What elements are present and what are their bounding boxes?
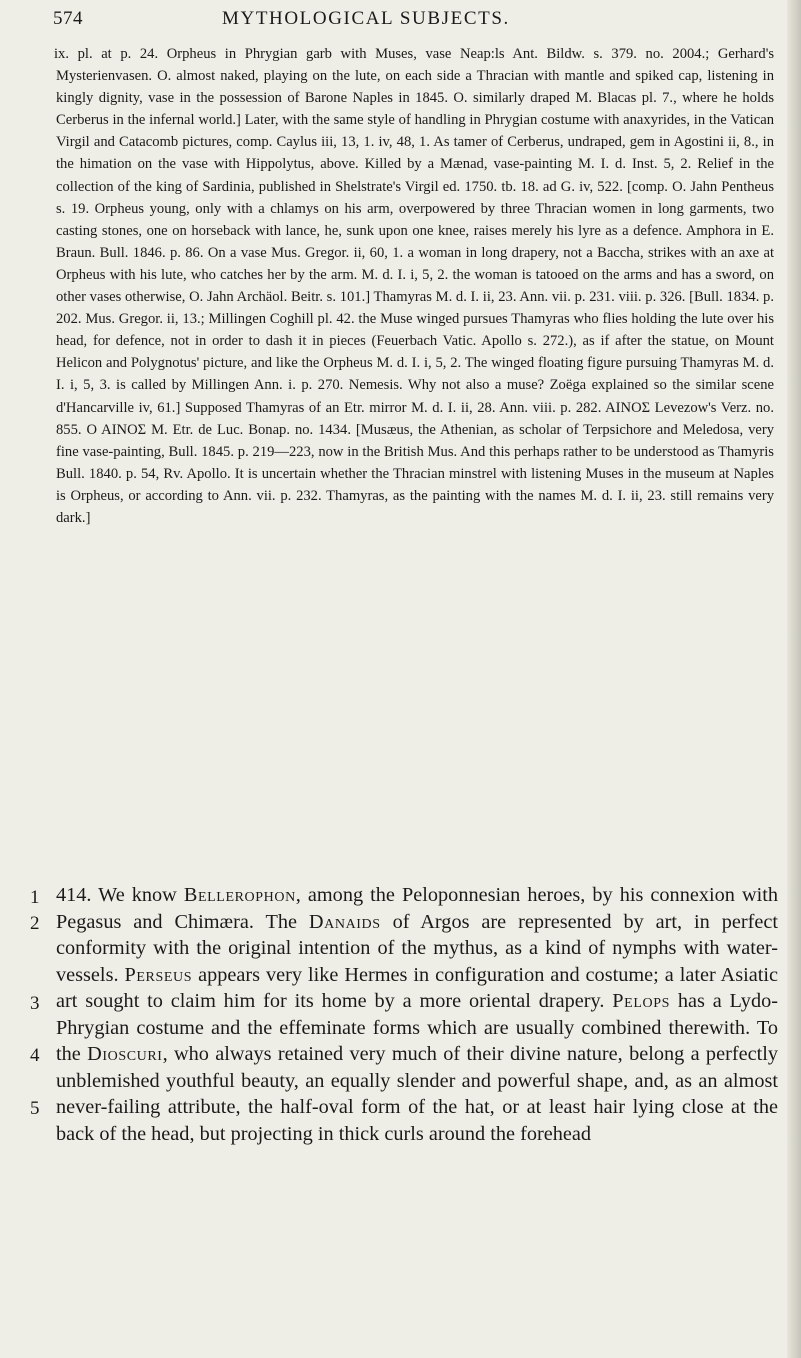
page-number: 574 bbox=[53, 8, 83, 29]
section-414-text: 414. We know Bellerophon, among the Peloponnesian heroes, by his connexion with Pegasus and Chimæra. The Danaids of Argos are represented by art, in perfect conformity with the original intention of the mythus, as a kind of nymphs with water-vessels. Perseus appears very like Hermes in configuration and costume; a later Asiatic art sought to claim him for its home by a more oriental drapery. Pelops has a Lydo-Phrygian costume and the effeminate forms which are usually combined therewith. To the Dioscuri, who always retained very much of their divine nature, belong a perfectly unblemished youthful beauty, an equally slender and powerful shape, and, as an almost never-failing attribute, the half-oval form of the hat, or at least hair lying close at the back of the head, but projecting in thick curls around the forehead bbox=[56, 884, 779, 1145]
running-head: MYTHOLOGICAL SUBJECTS. bbox=[222, 8, 510, 29]
line-number-4: 4 bbox=[30, 1045, 40, 1066]
line-number-1: 1 bbox=[30, 887, 40, 908]
line-number-3: 3 bbox=[30, 993, 40, 1014]
page-edge bbox=[787, 0, 801, 1358]
line-number-2: 2 bbox=[30, 913, 40, 934]
line-number-5: 5 bbox=[30, 1098, 40, 1119]
footnote-text: ix. pl. at p. 24. Orpheus in Phrygian garb with Muses, vase Neap:ls Ant. Bildw. s. 379. no. 2004.; Gerhard's Mysterienvasen. O. almost naked, playing on the lute, on each side a Thracian with mantle and spiked cap, listening in kingly dignity, vase in the possession of Barone Naples in 1845. O. similarly draped M. Blacas pl. 7., where he holds Cerberus in the infernal world.] Later, with the same style of handling in Phrygian costume with anaxyrides, in the Vatican Virgil and Catacomb pictures, comp. Caylus iii, 13, 1. iv, 48, 1. As tamer of Cerberus, undraped, gem in Agostini ii, 8., in the himation on the vase with Hippolytus, above. Killed by a Mænad, vase-painting M. I. d. Inst. 5, 2. Relief in the collection of the king of Sardinia, published in Shelstrate's Virgil ed. 1750. tb. 18. ad G. iv, 522. [comp. O. Jahn Pentheus s. 19. Orpheus young, only with a chlamys on his arm, overpowered by three Thracian women in long garments, two casting stones, one on horseback with lance, he, sunk upon one knee, raises merely his lyre as a defence. Amphora in E. Braun. Bull. 1846. p. 86. On a vase Mus. Gregor. ii, 60, 1. a woman in long drapery, not a Baccha, strikes with an axe at Orpheus with his lute, who catches her by the arm. M. d. I. i, 5, 2. the woman is tatooed on the arms and has a sword, on other vases otherwise, O. Jahn Archäol. Beitr. s. 101.] Thamyras M. d. I. ii, 23. Ann. vii. p. 231. viii. p. 326. [Bull. 1834. p. 202. Mus. Gregor. ii, 13.; Millingen Coghill pl. 42. the Muse winged pursues Thamyras who flies holding the lute over his head, for defence, not in order to dash it in pieces (Feuerbach Vatic. Apollo s. 272.), as if after the statue, on Mount Helicon and Polygnotus' picture, and like the Orpheus M. d. I. i, 5, 2. The winged floating figure pursuing Thamyras M. d. I. i, 5, 3. is called by Millingen Ann. i. p. 270. Nemesis. Why not also a muse? Zoëga explained so the similar scene d'Hancarville iv, 61.] Supposed Thamyras of an Etr. mirror M. d. I. ii, 28. Ann. viii. p. 282. AINOΣ Levezow's Verz. no. 855. O AINOΣ M. Etr. de Luc. Bonap. no. 1434. [Musæus, the Athenian, as scholar of Terpsichore and Meledosa, very fine vase-painting, Bull. 1845. p. 219—223, now in the British Mus. And this perhaps rather to be understood as Thamyris Bull. 1840. p. 54, Rv. Apollo. It is uncertain whether the Thracian minstrel with listening Muses in the museum at Naples is Orpheus, or according to Ann. vii. p. 232. Thamyras, as the painting with the names M. d. I. ii, 23. still remains very dark.] bbox=[54, 46, 774, 526]
